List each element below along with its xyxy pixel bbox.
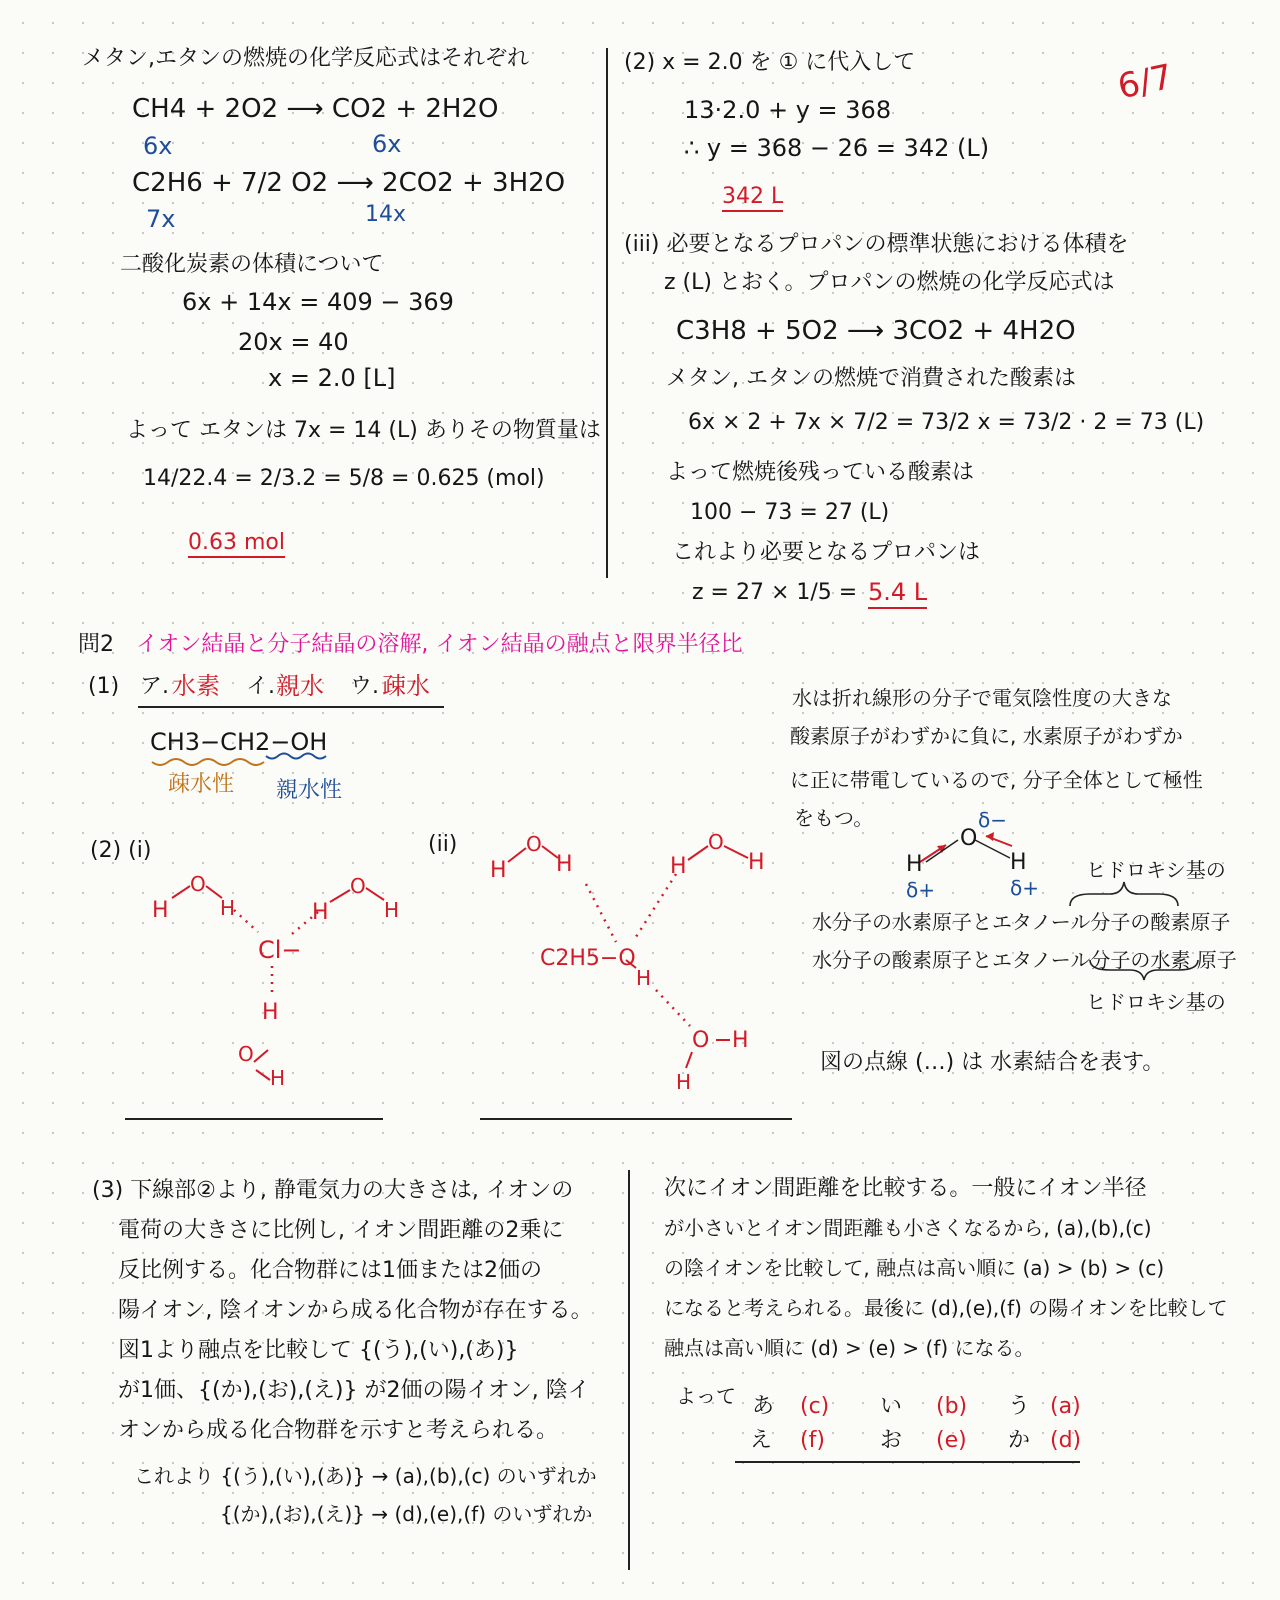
co2-heading: 二酸化炭素の体積について xyxy=(120,252,384,277)
sub2-heading: (2) x = 2.0 を ① に代入して xyxy=(624,50,916,75)
answer-key-i: い xyxy=(880,1394,903,1419)
equation-ethane: C2H6 + 7/2 O2 ⟶ 2CO2 + 3H2O xyxy=(132,168,566,198)
q3-left-5: 図1より融点を比較して {(う),(い),(あ)} xyxy=(118,1338,519,1363)
calc-line-2: 20x = 40 xyxy=(238,328,349,356)
remain-calc: 100 − 73 = 27 (L) xyxy=(690,500,890,525)
intro-text: メタン,エタンの燃焼の化学反応式はそれぞれ xyxy=(82,46,529,71)
ii-H6: H xyxy=(732,1028,749,1053)
q3-right-1: 次にイオン間距離を比較する。一般にイオン半径 xyxy=(664,1176,1147,1201)
i-O3: O xyxy=(238,1042,254,1066)
calc-line-3: x = 2.0 [L] xyxy=(268,364,396,392)
ethanol-formula: CH3−CH2−OH xyxy=(150,728,328,756)
p1-u: 疎水 xyxy=(382,672,430,700)
ethane-line: よって エタンは 7x = 14 (L) ありその物質量は xyxy=(126,418,601,443)
hydrophilic-label: 親水性 xyxy=(276,778,343,803)
water-note-1: 水は折れ線形の分子で電気陰性度の大きな xyxy=(792,686,1172,710)
answer-propane: 5.4 L xyxy=(868,578,927,609)
var-ethane-co2: 14x xyxy=(365,202,407,227)
i-H3: H xyxy=(312,900,329,925)
bond-note-2: 水分子の酸素原子とエタノール分子の水素 原子 xyxy=(812,948,1237,972)
dot-note: 図の点線 (…) は 水素結合を表す。 xyxy=(820,1050,1165,1075)
sub2-line-2: ∴ y = 368 − 26 = 342 (L) xyxy=(684,134,990,162)
sub3-heading: (iii) 必要となるプロパンの標準状態における体積を xyxy=(624,232,1129,257)
answer-val-ka: (d) xyxy=(1050,1428,1082,1453)
ii-O1: O xyxy=(526,832,542,856)
q3-right-2: が小さいとイオン間距離も小さくなるから, (a),(b),(c) xyxy=(664,1216,1152,1240)
q3-right-3: の陰イオンを比較して, 融点は高い順に (a) > (b) > (c) xyxy=(664,1256,1165,1280)
i-Cl: Cl− xyxy=(258,936,302,964)
sub3-heading-2: z (L) とおく。プロパンの燃焼の化学反応式は xyxy=(664,270,1115,295)
q3-left-9: {(か),(お),(え)} → (d),(e),(f) のいずれか xyxy=(220,1502,593,1526)
water-note-2: 酸素原子がわずかに負に, 水素原子がわずか xyxy=(790,724,1183,748)
answer-val-i: (b) xyxy=(936,1394,968,1419)
ii-H2: H xyxy=(556,852,573,877)
propane-equation: C3H8 + 5O2 ⟶ 3CO2 + 4H2O xyxy=(676,316,1076,346)
q3-left-2: 電荷の大きさに比例し, イオン間距離の2乗に xyxy=(118,1218,564,1243)
answer-key-ka: か xyxy=(1008,1428,1031,1453)
answer-key-u: う xyxy=(1008,1394,1031,1419)
p1-i: 親水 xyxy=(276,672,324,700)
ii-H1: H xyxy=(490,858,507,883)
bond-note-1: 水分子の水素原子とエタノール分子の酸素原子 xyxy=(812,910,1231,934)
p1-a-label: ア. xyxy=(140,674,169,699)
var-methane: 6x xyxy=(143,132,173,160)
q2-title: イオン結晶と分子結晶の溶解, イオン結晶の融点と限界半径比 xyxy=(136,632,743,657)
q3-right-5: 融点は高い順に (d) > (e) > (f) になる。 xyxy=(664,1336,1035,1360)
i-H6: H xyxy=(270,1066,286,1090)
dipole-H-right: H xyxy=(1010,850,1027,875)
ii-H3: H xyxy=(670,854,687,879)
equation-methane: CH4 + 2O2 ⟶ CO2 + 2H2O xyxy=(132,94,499,124)
p2-ii-label: (ii) xyxy=(428,832,458,857)
var-methane-co2: 6x xyxy=(372,130,402,158)
answer-val-u: (a) xyxy=(1050,1394,1081,1419)
q3-left-8: これより {(う),(い),(あ)} → (a),(b),(c) のいずれか xyxy=(134,1464,597,1488)
i-H4: H xyxy=(384,898,400,922)
p2-i-label: (2) (i) xyxy=(90,838,152,863)
answer-342: 342 L xyxy=(722,184,783,212)
q3-right-4: になると考えられる。最後に (d),(e),(f) の陽イオンを比較して xyxy=(664,1296,1228,1320)
ii-H4: H xyxy=(748,850,765,875)
need-heading: これより必要となるプロパンは xyxy=(672,540,981,565)
p1-num: (1) xyxy=(88,674,120,699)
var-ethane: 7x xyxy=(146,205,176,233)
calc-line-1: 6x + 14x = 409 − 369 xyxy=(182,288,454,316)
answer-val-o: (e) xyxy=(936,1428,967,1453)
p1-i-label: イ. xyxy=(246,674,275,699)
oxygen-calc: 6x × 2 + 7x × 7/2 = 73/2 x = 73/2 · 2 = 73 (L) xyxy=(688,410,1205,435)
sub2-line-1: 13·2.0 + y = 368 xyxy=(684,96,892,124)
delta-plus-left: δ+ xyxy=(906,878,935,902)
i-H1: H xyxy=(152,898,169,923)
hydrophobic-label: 疎水性 xyxy=(168,772,235,797)
i-O1: O xyxy=(190,872,206,896)
i-H2: H xyxy=(220,896,236,920)
answer-val-e: (f) xyxy=(800,1428,825,1453)
remain-heading: よって燃焼後残っている酸素は xyxy=(666,460,975,485)
answer-key-e: え xyxy=(750,1428,773,1453)
p1-a: 水素 xyxy=(172,672,220,700)
water-note-3: に正に帯電しているので, 分子全体として極性 xyxy=(790,768,1203,792)
need-calc: z = 27 × 1/5 = xyxy=(692,580,858,605)
oxygen-heading: メタン, エタンの燃焼で消費された酸素は xyxy=(666,366,1076,391)
ii-O2: O xyxy=(708,830,724,854)
water-note-4: をもつ。 xyxy=(794,806,874,830)
q3-left-4: 陽イオン, 陰イオンから成る化合物が存在する。 xyxy=(118,1298,593,1323)
delta-plus-right: δ+ xyxy=(1010,876,1039,900)
q3-left-6: が1価、{(か),(お),(え)} が2価の陽イオン, 陰イ xyxy=(118,1378,590,1403)
p1-u-label: ウ. xyxy=(350,674,379,699)
dipole-H-left: H xyxy=(906,852,923,877)
hydroxy-label-top: ヒドロキシ基の xyxy=(1086,858,1226,882)
ii-C2H5O: C2H5−O xyxy=(540,946,636,971)
q3-left-1: (3) 下線部②より, 静電気力の大きさは, イオンの xyxy=(92,1178,574,1203)
q3-left-7: オンから成る化合物群を示すと考えられる。 xyxy=(118,1418,559,1443)
i-O2: O xyxy=(350,874,366,898)
q2-label: 問2 xyxy=(78,632,114,657)
page-mark: 6/7 xyxy=(1114,56,1177,108)
yotte-label: よって xyxy=(676,1384,736,1408)
ii-H5: H xyxy=(636,966,652,990)
ii-H7: H xyxy=(676,1070,692,1094)
mol-calc: 14/22.4 = 2/3.2 = 5/8 = 0.625 (mol) xyxy=(143,466,545,491)
ii-O3: O xyxy=(692,1028,710,1053)
answer-key-o: お xyxy=(880,1428,903,1453)
dipole-O: O xyxy=(960,826,978,851)
answer-mol: 0.63 mol xyxy=(188,530,285,558)
hydroxy-label-bottom: ヒドロキシ基の xyxy=(1086,990,1226,1014)
answer-key-a: あ xyxy=(752,1394,775,1419)
i-H5: H xyxy=(262,1000,279,1025)
answer-val-a: (c) xyxy=(800,1394,830,1419)
q3-left-3: 反比例する。化合物群には1価または2価の xyxy=(118,1258,542,1283)
delta-minus: δ− xyxy=(978,808,1007,832)
